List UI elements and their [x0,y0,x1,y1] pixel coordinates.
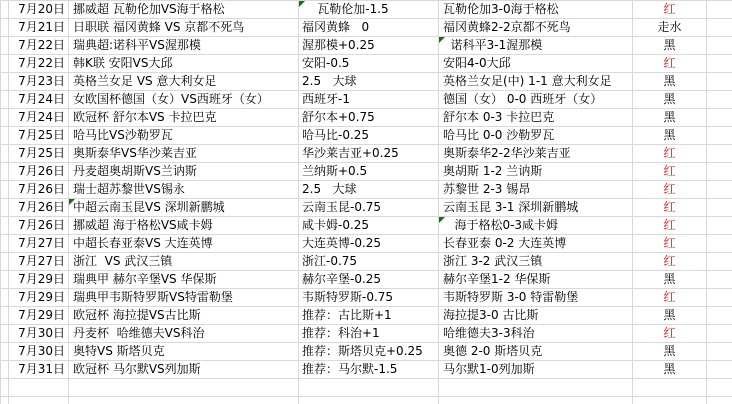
flag-cell[interactable]: 红 [633,325,707,343]
flag-cell[interactable]: 黑 [633,91,707,109]
tip-cell[interactable]: 福冈黄蜂 0 [299,19,439,37]
result-cell[interactable]: 安阳4-0大邱 [439,55,633,73]
row-margin-cell[interactable] [1,325,9,343]
flag-cell[interactable]: 黑 [633,73,707,91]
result-cell[interactable]: 苏黎世 2-3 锡昂 [439,181,633,199]
table-row [1,343,732,361]
table-row [1,289,732,307]
date-cell[interactable] [9,397,69,404]
flag-cell[interactable]: 黑 [633,109,707,127]
date-cell[interactable]: 7月24日 [9,109,69,127]
match-cell[interactable]: 奥特VS 斯塔贝克 [69,343,299,361]
table-row [1,145,732,163]
date-cell[interactable]: 7月29日 [9,271,69,289]
match-cell[interactable]: 哈马比VS沙勒罗瓦 [69,127,299,145]
flag-cell[interactable] [633,379,707,397]
table-row [1,253,732,271]
green-corner-marker-icon [69,199,75,205]
row-margin-cell[interactable] [1,163,9,181]
row-margin-cell[interactable] [1,19,9,37]
row-margin-cell[interactable] [1,253,9,271]
result-cell[interactable]: 奥斯泰华2-2华沙莱吉亚 [439,145,633,163]
match-cell[interactable]: 中超长春亚泰VS 大连英博 [69,235,299,253]
result-cell[interactable]: 长春亚泰 0-2 大连英博 [439,235,633,253]
row-margin-cell[interactable] [1,109,9,127]
flag-cell[interactable]: 黑 [633,127,707,145]
match-cell[interactable]: 浙江 VS 武汉三镇 [69,253,299,271]
empty-cell[interactable] [707,397,732,404]
match-cell[interactable] [69,397,299,404]
flag-cell[interactable]: 红 [633,253,707,271]
row-margin-cell[interactable] [1,379,9,397]
table-row [1,19,732,37]
date-cell[interactable]: 7月27日 [9,253,69,271]
date-cell[interactable]: 7月29日 [9,289,69,307]
row-margin-cell[interactable] [1,1,9,19]
empty-cell[interactable] [707,217,732,235]
row-margin-cell[interactable] [1,235,9,253]
empty-cell[interactable] [707,199,732,217]
match-cell[interactable]: 女欧国杯德国（女）VS西班牙（女） [69,91,299,109]
result-cell[interactable]: 舒尔本 0-3 卡拉巴克 [439,109,633,127]
match-cell[interactable]: 奥斯泰华VS华沙莱吉亚 [69,145,299,163]
table-row [1,361,732,379]
date-cell[interactable]: 7月31日 [9,361,69,379]
flag-cell[interactable]: 黑 [633,361,707,379]
tip-cell[interactable]: 瓦勒伦加-1.5 [299,1,439,19]
match-cell[interactable]: 欧冠杯 舒尔本VS 卡拉巴克 [69,109,299,127]
match-cell[interactable]: 欧冠杯 马尔默VS列加斯 [69,361,299,379]
tip-cell[interactable]: 浙江-0.75 [299,253,439,271]
empty-cell[interactable] [707,307,732,325]
table-row [1,55,732,73]
green-corner-marker-icon [439,37,445,43]
empty-cell[interactable] [707,19,732,37]
match-cell[interactable] [69,379,299,397]
tip-cell[interactable]: 安阳-0.5 [299,55,439,73]
row-margin-cell[interactable] [1,397,9,404]
flag-cell[interactable]: 黑 [633,343,707,361]
tip-cell[interactable]: 推荐：斯塔贝克+0.25 [299,343,439,361]
tip-cell[interactable]: 推荐：古比斯+1 [299,307,439,325]
tip-cell[interactable]: 2.5 大球 [299,73,439,91]
date-cell[interactable]: 7月26日 [9,181,69,199]
match-cell[interactable]: 中超云南玉昆VS 深圳新鹏城 [69,199,299,217]
match-cell[interactable]: 丹麦超奥胡斯VS兰讷斯 [69,163,299,181]
result-cell[interactable]: 海于格松0-3咸卡姆 [439,217,633,235]
date-cell[interactable]: 7月24日 [9,91,69,109]
flag-cell[interactable]: 红 [633,1,707,19]
result-cell[interactable]: 英格兰女足(中) 1-1 意大利女足 [439,73,633,91]
match-cell[interactable]: 挪威超 瓦勒伦加VS海于格松 [69,1,299,19]
empty-cell[interactable] [707,37,732,55]
result-cell[interactable] [439,397,633,404]
green-corner-marker-icon [299,1,305,7]
flag-cell[interactable]: 红 [633,217,707,235]
table-row [1,217,732,235]
result-cell[interactable]: 奥胡斯 1-2 兰讷斯 [439,163,633,181]
date-cell[interactable]: 7月26日 [9,163,69,181]
flag-cell[interactable]: 黑 [633,37,707,55]
match-cell[interactable]: 日职联 福冈黄蜂 VS 京都不死鸟 [69,19,299,37]
table-row [1,235,732,253]
empty-table-row [1,379,732,397]
empty-cell[interactable] [707,1,732,19]
row-margin-cell[interactable] [1,127,9,145]
tip-cell[interactable]: 西班牙-1 [299,91,439,109]
result-cell[interactable]: 赫尔辛堡1-2 华保斯 [439,271,633,289]
match-cell[interactable]: 瑞典超:诺科平VS渥那模 [69,37,299,55]
result-cell[interactable]: 哈维德夫3-3科治 [439,325,633,343]
empty-table-row [1,397,732,404]
flag-cell[interactable]: 红 [633,235,707,253]
date-cell[interactable]: 7月30日 [9,325,69,343]
row-margin-cell[interactable] [1,217,9,235]
tip-cell[interactable]: 推荐：科治+1 [299,325,439,343]
table-row [1,127,732,145]
flag-cell[interactable]: 黑 [633,307,707,325]
empty-cell[interactable] [707,379,732,397]
tip-cell[interactable]: 咸卡姆-0.25 [299,217,439,235]
row-margin-cell[interactable] [1,307,9,325]
flag-cell[interactable]: 红 [633,199,707,217]
match-cell[interactable]: 丹麦杯 哈维德夫VS科治 [69,325,299,343]
row-margin-cell[interactable] [1,145,9,163]
tip-cell[interactable]: 推荐：马尔默-1.5 [299,361,439,379]
flag-cell[interactable]: 红 [633,145,707,163]
row-margin-cell[interactable] [1,271,9,289]
tip-cell[interactable]: 云南玉昆-0.75 [299,199,439,217]
match-cell[interactable]: 韩K联 安阳VS大邱 [69,55,299,73]
green-corner-marker-icon [439,217,445,223]
table-row [1,271,732,289]
table-row [1,163,732,181]
empty-cell[interactable] [707,253,732,271]
flag-cell[interactable]: 红 [633,289,707,307]
tip-cell[interactable]: 渥那模+0.25 [299,37,439,55]
result-cell[interactable]: 哈马比 0-0 沙勒罗瓦 [439,127,633,145]
row-margin-cell[interactable] [1,55,9,73]
date-cell[interactable]: 7月22日 [9,37,69,55]
empty-cell[interactable] [707,145,732,163]
empty-cell[interactable] [707,55,732,73]
date-cell[interactable]: 7月29日 [9,307,69,325]
row-margin-cell[interactable] [1,73,9,91]
empty-cell[interactable] [707,343,732,361]
table-row [1,91,732,109]
date-cell[interactable]: 7月23日 [9,73,69,91]
date-cell[interactable]: 7月25日 [9,127,69,145]
tip-cell[interactable]: 哈马比-0.25 [299,127,439,145]
date-cell[interactable]: 7月25日 [9,145,69,163]
row-margin-cell[interactable] [1,37,9,55]
result-cell[interactable]: 韦斯特罗斯 3-0 特雷勒堡 [439,289,633,307]
table-row [1,199,732,217]
flag-cell[interactable] [633,397,707,404]
empty-cell[interactable] [707,109,732,127]
result-cell[interactable]: 海拉提3-0 古比斯 [439,307,633,325]
date-cell[interactable] [9,379,69,397]
row-margin-cell[interactable] [1,361,9,379]
tip-cell[interactable]: 大连英博-0.25 [299,235,439,253]
flag-cell[interactable]: 走水 [633,19,707,37]
date-cell[interactable]: 7月20日 [9,1,69,19]
table-row [1,37,732,55]
date-cell[interactable]: 7月22日 [9,55,69,73]
flag-cell[interactable]: 红 [633,181,707,199]
result-cell[interactable]: 马尔默1-0列加斯 [439,361,633,379]
row-margin-cell[interactable] [1,199,9,217]
result-cell[interactable]: 诺科平3-1渥那模 [439,37,633,55]
match-cell[interactable]: 瑞士超苏黎世VS锡永 [69,181,299,199]
result-cell[interactable]: 瓦勒伦加3-0海于格松 [439,1,633,19]
flag-cell[interactable]: 红 [633,163,707,181]
empty-cell[interactable] [707,181,732,199]
match-cell[interactable]: 欧冠杯 海拉提VS古比斯 [69,307,299,325]
table-row [1,73,732,91]
row-margin-cell[interactable] [1,289,9,307]
tip-cell[interactable] [299,397,439,404]
date-cell[interactable]: 7月30日 [9,343,69,361]
flag-cell[interactable]: 红 [633,55,707,73]
empty-cell[interactable] [707,271,732,289]
empty-cell[interactable] [707,91,732,109]
empty-cell[interactable] [707,73,732,91]
result-cell[interactable]: 福冈黄蜂2-2京都不死鸟 [439,19,633,37]
match-cell[interactable]: 瑞典甲韦斯特罗斯VS特雷勒堡 [69,289,299,307]
result-cell[interactable]: 云南玉昆 3-1 深圳新鹏城 [439,199,633,217]
match-cell[interactable]: 挪威超 海于格松VS咸卡姆 [69,217,299,235]
table-row [1,325,732,343]
empty-cell[interactable] [707,325,732,343]
date-cell[interactable]: 7月27日 [9,235,69,253]
date-cell[interactable]: 7月26日 [9,199,69,217]
result-cell[interactable]: 奥德 2-0 斯塔贝克 [439,343,633,361]
empty-cell[interactable] [707,289,732,307]
table-row [1,109,732,127]
result-cell[interactable]: 德国（女） 0-0 西班牙（女） [439,91,633,109]
tip-cell[interactable] [299,379,439,397]
tip-cell[interactable]: 2.5 大球 [299,181,439,199]
table-body [1,1,732,404]
empty-cell[interactable] [707,127,732,145]
table-row [1,1,732,19]
flag-cell[interactable]: 黑 [633,271,707,289]
date-cell[interactable]: 7月21日 [9,19,69,37]
date-cell[interactable]: 7月26日 [9,217,69,235]
empty-cell[interactable] [707,361,732,379]
match-cell[interactable]: 瑞典甲 赫尔辛堡VS 华保斯 [69,271,299,289]
empty-cell[interactable] [707,235,732,253]
row-margin-cell[interactable] [1,343,9,361]
tip-cell[interactable]: 兰纳斯+0.5 [299,163,439,181]
match-cell[interactable]: 英格兰女足 VS 意大利女足 [69,73,299,91]
tip-cell[interactable]: 赫尔辛堡-0.25 [299,271,439,289]
empty-cell[interactable] [707,163,732,181]
tip-cell[interactable]: 韦斯特罗斯-0.75 [299,289,439,307]
tip-cell[interactable]: 华沙莱吉亚+0.25 [299,145,439,163]
tip-cell[interactable]: 舒尔本+0.75 [299,109,439,127]
result-cell[interactable] [439,379,633,397]
row-margin-cell[interactable] [1,91,9,109]
row-margin-cell[interactable] [1,181,9,199]
table-row [1,307,732,325]
result-cell[interactable]: 浙江 3-2 武汉三镇 [439,253,633,271]
table-row [1,181,732,199]
